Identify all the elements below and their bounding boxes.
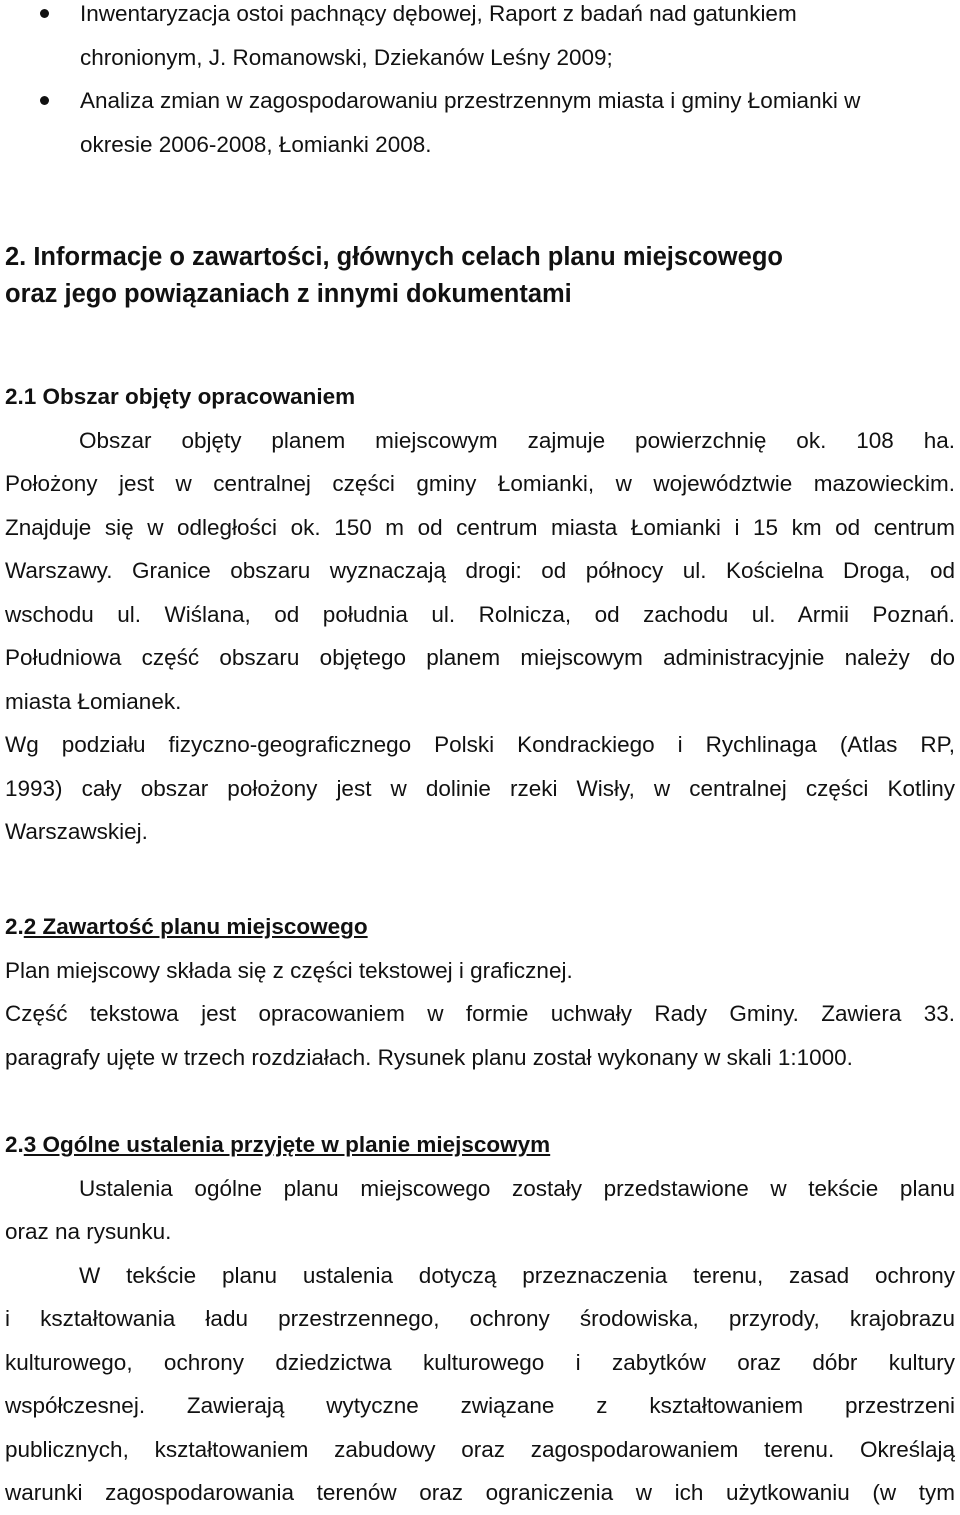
paragraph-line: Wg podziału fizyczno-geograficznego Polski Kondrackiego i Rychlinaga (Atlas RP, [5,732,955,757]
paragraph-line: współczesnej. Zawierają wytyczne związane z kształtowaniem przestrzeni [5,1393,955,1418]
section-2-3 [5,1123,955,1515]
paragraph-line: kulturowego, ochrony dziedzictwa kulturowego i zabytków oraz dóbr kultury [5,1349,955,1375]
heading-line: 2. Informacje o zawartości, głównych celach planu miejscowego [5,243,783,271]
paragraph-line: Część tekstowa jest opracowaniem w formie uchwały Rady Gminy. Zawiera 33. [5,1001,955,1026]
paragraph-line: W tekście planu ustalenia dotyczą przeznaczenia terenu, zasad ochrony [79,1262,955,1288]
section-2-2 [5,905,955,1079]
paragraph-line: Położony jest w centralnej części gminy Łomianki, w województwie mazowieckim. [5,471,955,496]
paragraph-line: Znajduje się w odległości ok. 150 m od centrum miasta Łomianki i 15 km od centrum [5,514,955,540]
paragraph-line: miasta Łomianek. [5,688,182,714]
heading-text: 2 Zawartość planu miejscowego [23,914,368,939]
paragraph-line: wschodu ul. Wiślana, od południa ul. Rolnicza, od zachodu ul. Armii Poznań. [5,601,955,627]
subsection-heading [5,905,955,949]
list-item-line: chronionym, J. Romanowski, Dziekanów Leśny 2009; [80,44,613,70]
reference-list [5,0,955,166]
paragraph-line: i kształtowania ładu przestrzennego, ochrony środowiska, przyrody, krajobrazu [5,1306,955,1331]
list-item [5,0,955,79]
paragraph-line: Warszawy. Granice obszaru wyznaczają drogi: od północy ul. Kościelna Droga, od [5,558,955,583]
paragraph-line: Ustalenia ogólne planu miejscowego zostały przedstawione w tekście planu [79,1175,955,1201]
paragraph-line: paragrafy ujęte w trzech rozdziałach. Rysunek planu został wykonany w skali 1:1000. [5,1044,853,1070]
list-item-line: Analiza zmian w zagospodarowaniu przestrzennym miasta i gminy Łomianki w [80,88,861,113]
list-item-line: okresie 2006-2008, Łomianki 2008. [80,131,432,157]
paragraph-line: Południowa część obszaru objętego planem miejscowym administracyjnie należy do [5,645,955,670]
paragraph-line: publicznych, kształtowaniem zabudowy oraz zagospodarowaniem terenu. Określają [5,1436,955,1462]
heading-text: 3 Ogólne ustalenia przyjęte w planie miejscowym [23,1132,551,1157]
subsection-heading: 2.1 Obszar objęty opracowaniem [5,384,356,409]
heading-number: 2. [5,1132,24,1157]
paragraph-line: warunki zagospodarowania terenów oraz ograniczenia w ich użytkowaniu (w tym [5,1480,955,1505]
paragraph-line: Obszar objęty planem miejscowym zajmuje powierzchnię ok. 108 ha. [79,427,955,453]
subsection-heading [5,1123,955,1167]
bullet-icon [40,9,49,18]
paragraph-line: Plan miejscowy składa się z części tekstowej i graficznej. [5,957,573,983]
paragraph-line: 1993) cały obszar położony jest w dolinie rzeki Wisły, w centralnej części Kotliny [5,775,955,801]
heading-number: 2. [5,914,24,939]
list-item-line: Inwentaryzacja ostoi pachnący dębowej, Raport z badań nad gatunkiem [80,1,797,26]
section-2-1 [5,375,955,854]
bullet-icon [40,96,49,105]
paragraph-line: Warszawskiej. [5,819,148,844]
section-heading-2 [5,239,955,313]
heading-line: oraz jego powiązaniach z innymi dokumentami [5,280,572,308]
paragraph-line: oraz na rysunku. [5,1219,172,1244]
list-item [5,79,955,166]
